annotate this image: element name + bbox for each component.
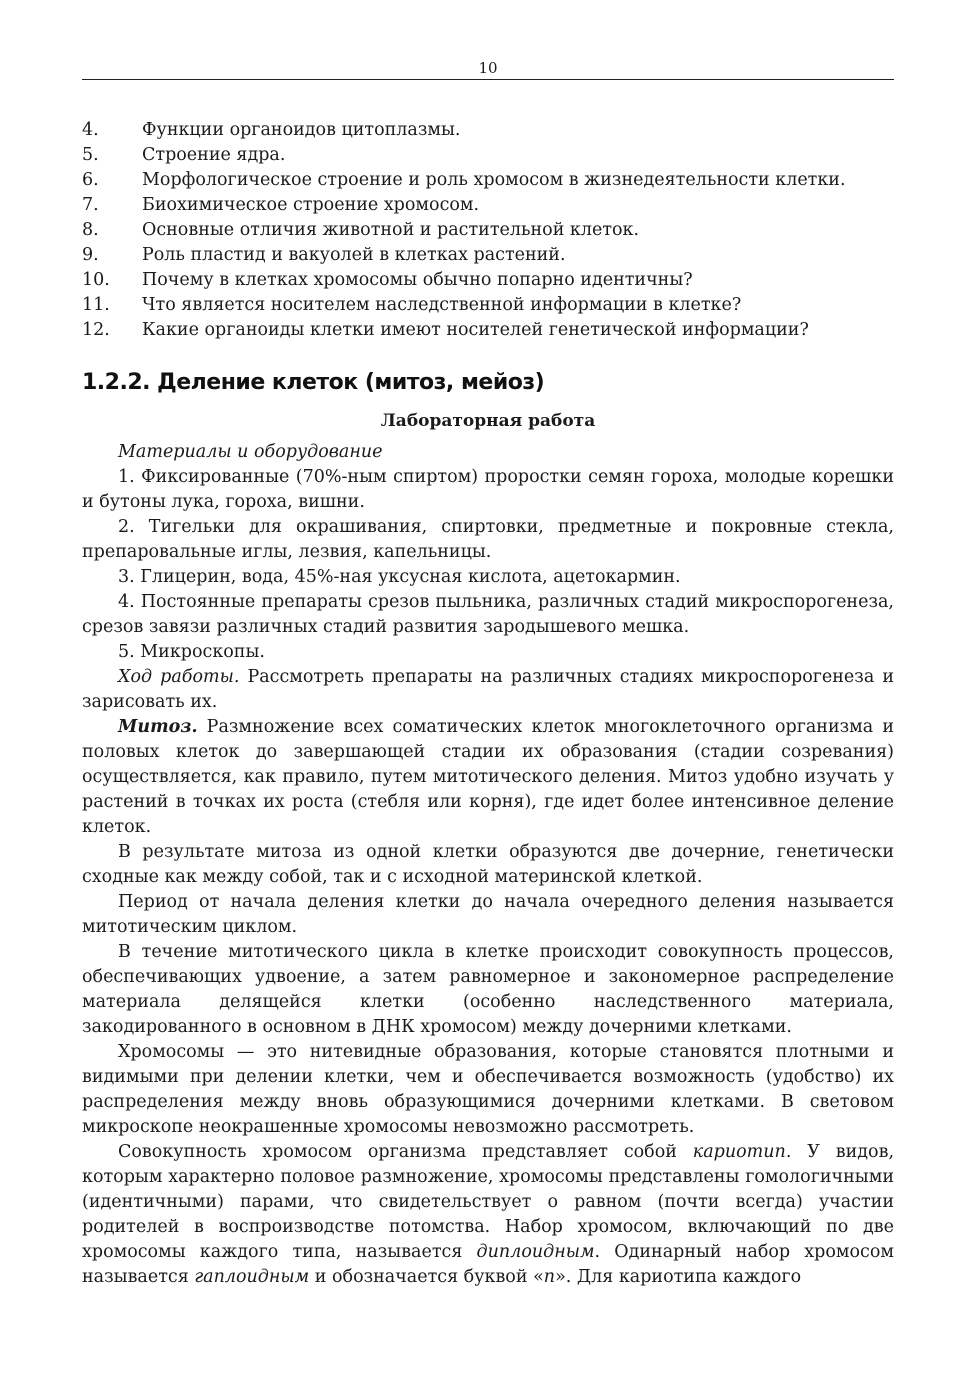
procedure-paragraph: [82, 665, 894, 715]
mitosis-text: Размножение всех соматических клеток многоклеточного организма и половых клеток до завершающей стадии их образования (стадии созревания) осуществляется, как правило, путем митотического деления. Митоз удобно изучать у растений в точках их роста (стебля или корня), где идет более интенсивное деление клеток.: [82, 717, 894, 837]
question-list: [82, 118, 894, 343]
question-text: Что является носителем наследственной информации в клетке?: [142, 295, 742, 315]
question-number: 12.: [82, 320, 110, 340]
question-item: [82, 318, 894, 343]
question-text: Какие органоиды клетки имеют носителей генетической информации?: [142, 320, 809, 340]
procedure-label: Ход работы.: [118, 667, 240, 687]
question-text: Почему в клетках хромосомы обычно попарно идентичны?: [142, 270, 693, 290]
body-paragraph: Период от начала деления клетки до начала очередного деления называется митотическим циклом.: [82, 892, 894, 937]
question-text: Морфологическое строение и роль хромосом в жизнедеятельности клетки.: [142, 170, 846, 190]
materials-heading: Материалы и оборудование: [118, 442, 383, 462]
section-title: 1.2.2. Деление клеток (митоз, мейоз): [82, 370, 545, 395]
material-item: 5. Микроскопы.: [118, 642, 265, 662]
lab-title: Лабораторная работа: [380, 411, 596, 431]
karyotype-paragraph: [82, 1140, 894, 1290]
karyotype-text: и обозначается буквой «: [309, 1267, 544, 1287]
mitosis-label: Митоз.: [118, 717, 198, 737]
question-number: 9.: [82, 245, 99, 265]
header-rule: [82, 79, 894, 80]
question-item: [82, 118, 894, 143]
question-item: [82, 268, 894, 293]
body-paragraph: Хромосомы — это нитевидные образования, которые становятся плотными и видимыми при делении клетки, чем и обеспечивается возможность (удобство) их распределения между вновь образующимися дочерними клетками. В световом микроскопе неокрашенные хромосомы невозможно рассмотреть.: [82, 1042, 894, 1137]
term-karyotype: кариотип: [692, 1142, 786, 1162]
material-item: 2. Тигельки для окрашивания, спиртовки, предметные и покровные стекла, препаровальные иглы, лезвия, капельницы.: [82, 517, 894, 562]
procedure-text: Рассмотреть препараты на различных стадиях микроспорогенеза и зарисовать их.: [82, 667, 894, 712]
question-text: Основные отличия животной и растительной клеток.: [142, 220, 640, 240]
question-text: Биохимическое строение хромосом.: [142, 195, 480, 215]
mitosis-paragraph: [82, 715, 894, 840]
material-item: 3. Глицерин, вода, 45%-ная уксусная кислота, ацетокармин.: [118, 567, 681, 587]
question-text: Функции органоидов цитоплазмы.: [142, 120, 461, 140]
material-item: 1. Фиксированные (70%-ным спиртом) проростки семян гороха, молодые корешки и бутоны лука, гороха, вишни.: [82, 467, 894, 512]
question-number: 11.: [82, 295, 110, 315]
question-item: [82, 168, 894, 193]
term-diploid: диплоидным: [476, 1242, 595, 1262]
body-paragraph: В результате митоза из одной клетки образуются две дочерние, генетически сходные как между собой, так и с исходной материнской клеткой.: [82, 842, 894, 887]
body-text: [82, 440, 894, 1290]
question-number: 5.: [82, 145, 99, 165]
karyotype-text: . У видов, которым характерно половое размножение, хромосомы представлены гомологичными (идентичными) парами, что свидетельствует о равном (почти всегда) участии родителей в воспроизводстве потомства. Набор хромосом, включающий по две хромосомы каждого типа, называется: [82, 1142, 895, 1262]
term-haploid: гаплоидным: [194, 1267, 310, 1287]
page-number: 10: [478, 59, 498, 77]
question-number: 7.: [82, 195, 99, 215]
karyotype-text: ». Для кариотипа каждого: [555, 1267, 802, 1287]
question-number: 10.: [82, 270, 110, 290]
term-n: n: [543, 1267, 556, 1287]
question-number: 8.: [82, 220, 99, 240]
body-paragraph: В течение митотического цикла в клетке происходит совокупность процессов, обеспечивающих удвоение, а затем равномерное и закономерное распределение материала делящейся клетки (особенно наследственного материала, закодированного в основном в ДНК хромосом) между дочерними клетками.: [82, 942, 894, 1037]
material-item: 4. Постоянные препараты срезов пыльника, различных стадий микроспорогенеза, срезов завязи различных стадий развития зародышевого мешка.: [82, 592, 894, 637]
question-number: 6.: [82, 170, 99, 190]
question-text: Строение ядра.: [142, 145, 286, 165]
question-text: Роль пластид и вакуолей в клетках растений.: [142, 245, 566, 265]
question-number: 4.: [82, 120, 99, 140]
question-item: [82, 193, 894, 218]
question-item: [82, 143, 894, 168]
question-item: [82, 293, 894, 318]
question-item: [82, 218, 894, 243]
karyotype-text: . Одинарный набор хромосом называется: [82, 1242, 895, 1287]
question-item: [82, 243, 894, 268]
karyotype-text: Совокупность хромосом организма представляет собой: [118, 1142, 693, 1162]
